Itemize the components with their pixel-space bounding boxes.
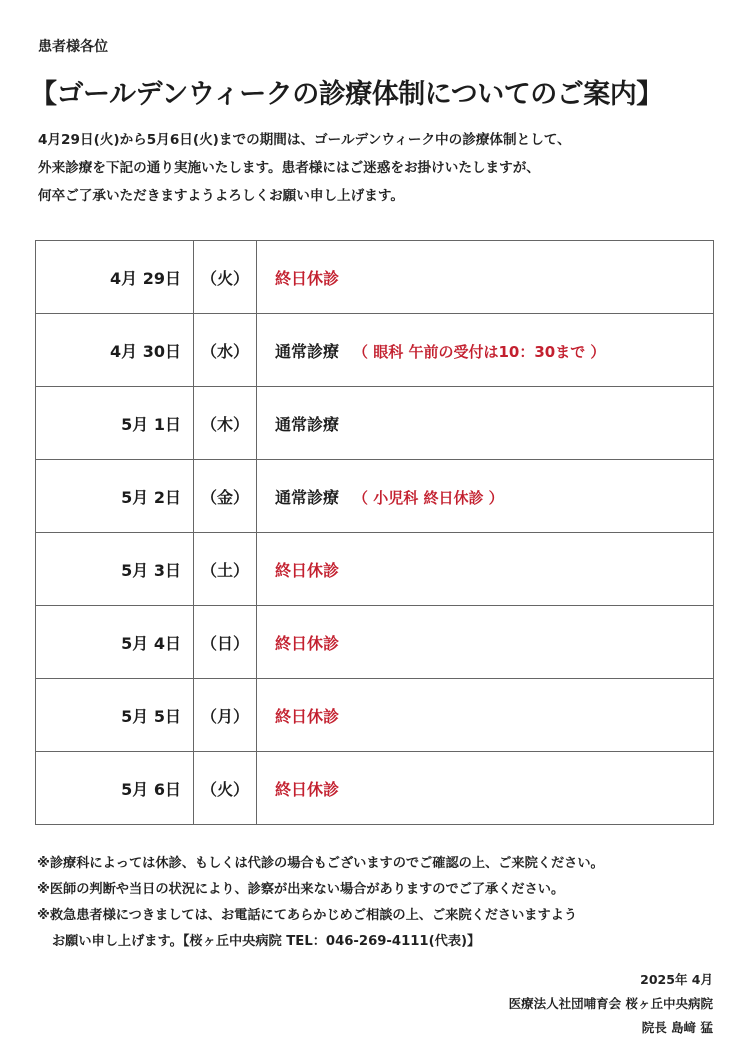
signature-block — [509, 968, 713, 1040]
schedule-status-cell — [257, 241, 714, 314]
schedule-row — [36, 752, 714, 825]
schedule-day-of-week: （土） — [194, 533, 257, 606]
schedule-date: 5月 2日 — [36, 460, 194, 533]
schedule-day-of-week: （水） — [194, 314, 257, 387]
schedule-status-cell — [257, 679, 714, 752]
schedule-date: 5月 1日 — [36, 387, 194, 460]
note-line: ※救急患者様につきましては、お電話にてあらかじめご相談の上、ご来院くださいますよう — [37, 908, 578, 923]
schedule-row — [36, 387, 714, 460]
schedule-day-of-week: （月） — [194, 679, 257, 752]
schedule-status-cell — [257, 752, 714, 825]
schedule-status: 終日休診 — [275, 779, 340, 799]
schedule-status: 終日休診 — [275, 268, 340, 288]
schedule-row — [36, 533, 714, 606]
intro-line: 4月29日(火)から5月6日(火)までの期間は、ゴールデンウィーク中の診療体制として、 — [38, 132, 571, 148]
schedule-status-cell — [257, 533, 714, 606]
schedule-status: 終日休診 — [275, 706, 340, 726]
page-title: 【ゴールデンウィークの診療体制についてのご案内】 — [30, 79, 663, 110]
schedule-status: 通常診療 — [275, 487, 340, 507]
schedule-status-cell — [257, 387, 714, 460]
schedule-date: 4月 29日 — [36, 241, 194, 314]
schedule-status-cell — [257, 314, 714, 387]
schedule-day-of-week: （日） — [194, 606, 257, 679]
schedule-day-of-week: （火） — [194, 752, 257, 825]
note-line: ※医師の判断や当日の状況により、診察が出来ない場合がありますのでご了承ください。 — [37, 882, 565, 897]
schedule-date: 5月 3日 — [36, 533, 194, 606]
intro-line: 外来診療を下記の通り実施いたします。患者様にはご迷惑をお掛けいたしますが、 — [38, 160, 540, 176]
schedule-status: 終日休診 — [275, 560, 340, 580]
note-line: ※診療科によっては休診、もしくは代診の場合もございますのでご確認の上、ご来院ください。 — [37, 856, 604, 871]
schedule-status-cell — [257, 606, 714, 679]
schedule-date: 5月 6日 — [36, 752, 194, 825]
schedule-status-cell — [257, 460, 714, 533]
schedule-table — [35, 240, 714, 825]
schedule-day-of-week: （金） — [194, 460, 257, 533]
note-line: お願い申し上げます。【桜ヶ丘中央病院 TEL：046-269-4111(代表)】 — [52, 934, 481, 949]
schedule-status: 通常診療 — [275, 414, 340, 434]
schedule-status: 終日休診 — [275, 633, 340, 653]
schedule-day-of-week: （木） — [194, 387, 257, 460]
schedule-date: 4月 30日 — [36, 314, 194, 387]
director-name: 院長 島﨑 猛 — [641, 1020, 713, 1035]
organization-name: 医療法人社団哺育会 桜ヶ丘中央病院 — [508, 996, 713, 1011]
schedule-row — [36, 460, 714, 533]
schedule-note: （ 小児科 終日休診 ） — [353, 488, 504, 507]
intro-line: 何卒ご了承いただきますようよろしくお願い申し上げます。 — [38, 188, 404, 204]
schedule-date: 5月 5日 — [36, 679, 194, 752]
schedule-status: 通常診療 — [275, 341, 340, 361]
schedule-row — [36, 606, 714, 679]
schedule-note: （ 眼科 午前の受付は10：30まで ） — [353, 342, 606, 361]
schedule-date: 5月 4日 — [36, 606, 194, 679]
notes-section — [37, 851, 727, 955]
issue-date: 2025年 4月 — [640, 972, 713, 987]
schedule-row — [36, 241, 714, 314]
schedule-day-of-week: （火） — [194, 241, 257, 314]
schedule-row — [36, 314, 714, 387]
schedule-row — [36, 679, 714, 752]
intro-paragraph — [38, 126, 718, 210]
addressee: 患者様各位 — [38, 39, 108, 55]
